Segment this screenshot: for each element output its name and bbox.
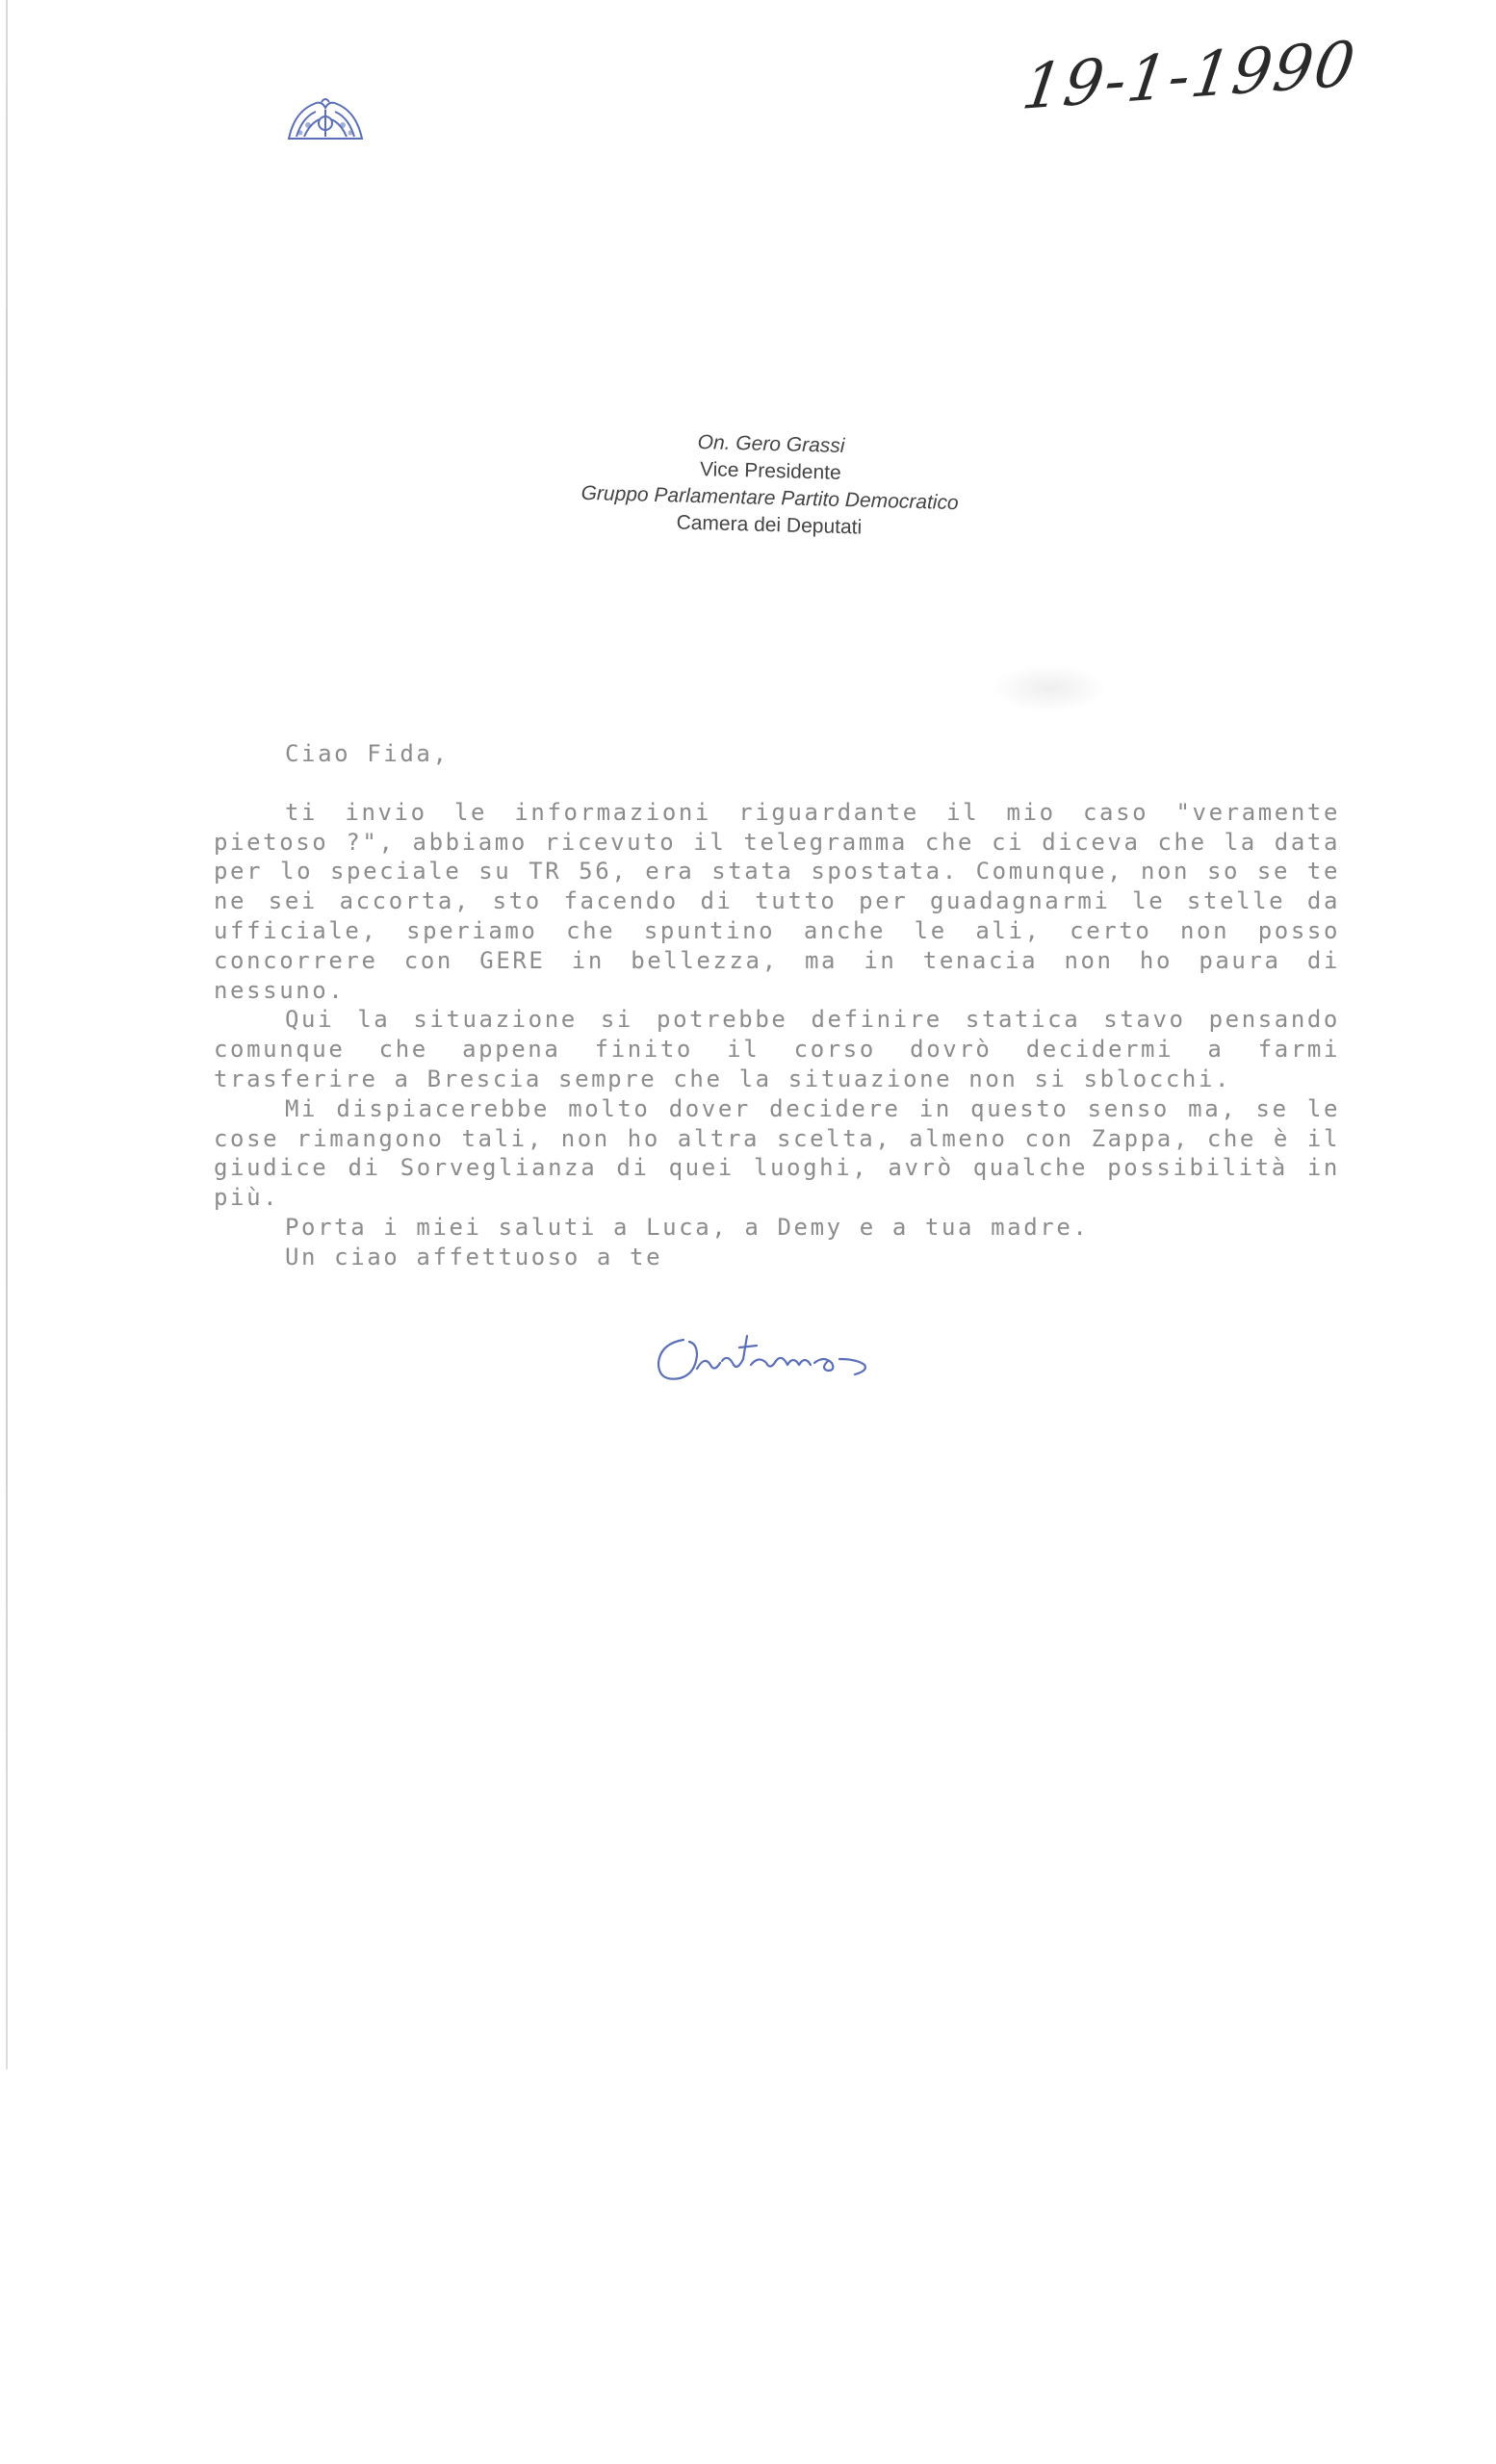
letter-greeting: Ciao Fida, [285,740,450,767]
letter-paragraph: ti invio le informazioni riguardante il mio caso "veramente pietoso ?", abbiamo ricevuto il telegramma che ci diceva che la data per lo speciale su TR 56, era stata spostata. Comunque, non so se te ne sei accorta, sto facendo di tutto per guadagnarmi le stelle da ufficiale, speriamo che spuntino anche le ali, certo non posso concorrere con GERE in bellezza, ma in tenacia non ho paura di nessuno. [214,798,1340,1004]
handwritten-date: 19-1-1990 [1018,28,1361,124]
letterhead-role: Vice Presidente [699,458,841,484]
letter-paragraph: Porta i miei saluti a Luca, a Demy e a tua madre. [285,1213,1090,1241]
letterhead-group: Gruppo Parlamentare Partito Democratico [580,481,959,515]
paper-edge [6,0,8,2069]
paper-smudge [992,664,1107,712]
letter-paragraph: Mi dispiacerebbe molto dover decidere in questo senso ma, se le cose rimangono tali, non ho altra scelta, almeno con Zappa, che è il giudice di Sorveglianza di quei luoghi, avrò qualche possibilità in più. [214,1094,1340,1212]
emblem-icon [285,94,366,142]
letter-closing: Un ciao affettuoso a te [285,1243,663,1270]
letterhead-name: On. Gero Grassi [697,431,845,458]
handwritten-signature [651,1326,920,1394]
letterhead [480,424,1061,547]
letter-body [214,739,1340,1272]
letterhead-institution: Camera dei Deputati [676,511,863,539]
letter-paragraph: Qui la situazione si potrebbe definire statica stavo pensando comunque che appena finito il corso dovrò decidermi a farmi trasferire a Brescia sempre che la situazione non si sblocchi. [214,1006,1340,1092]
